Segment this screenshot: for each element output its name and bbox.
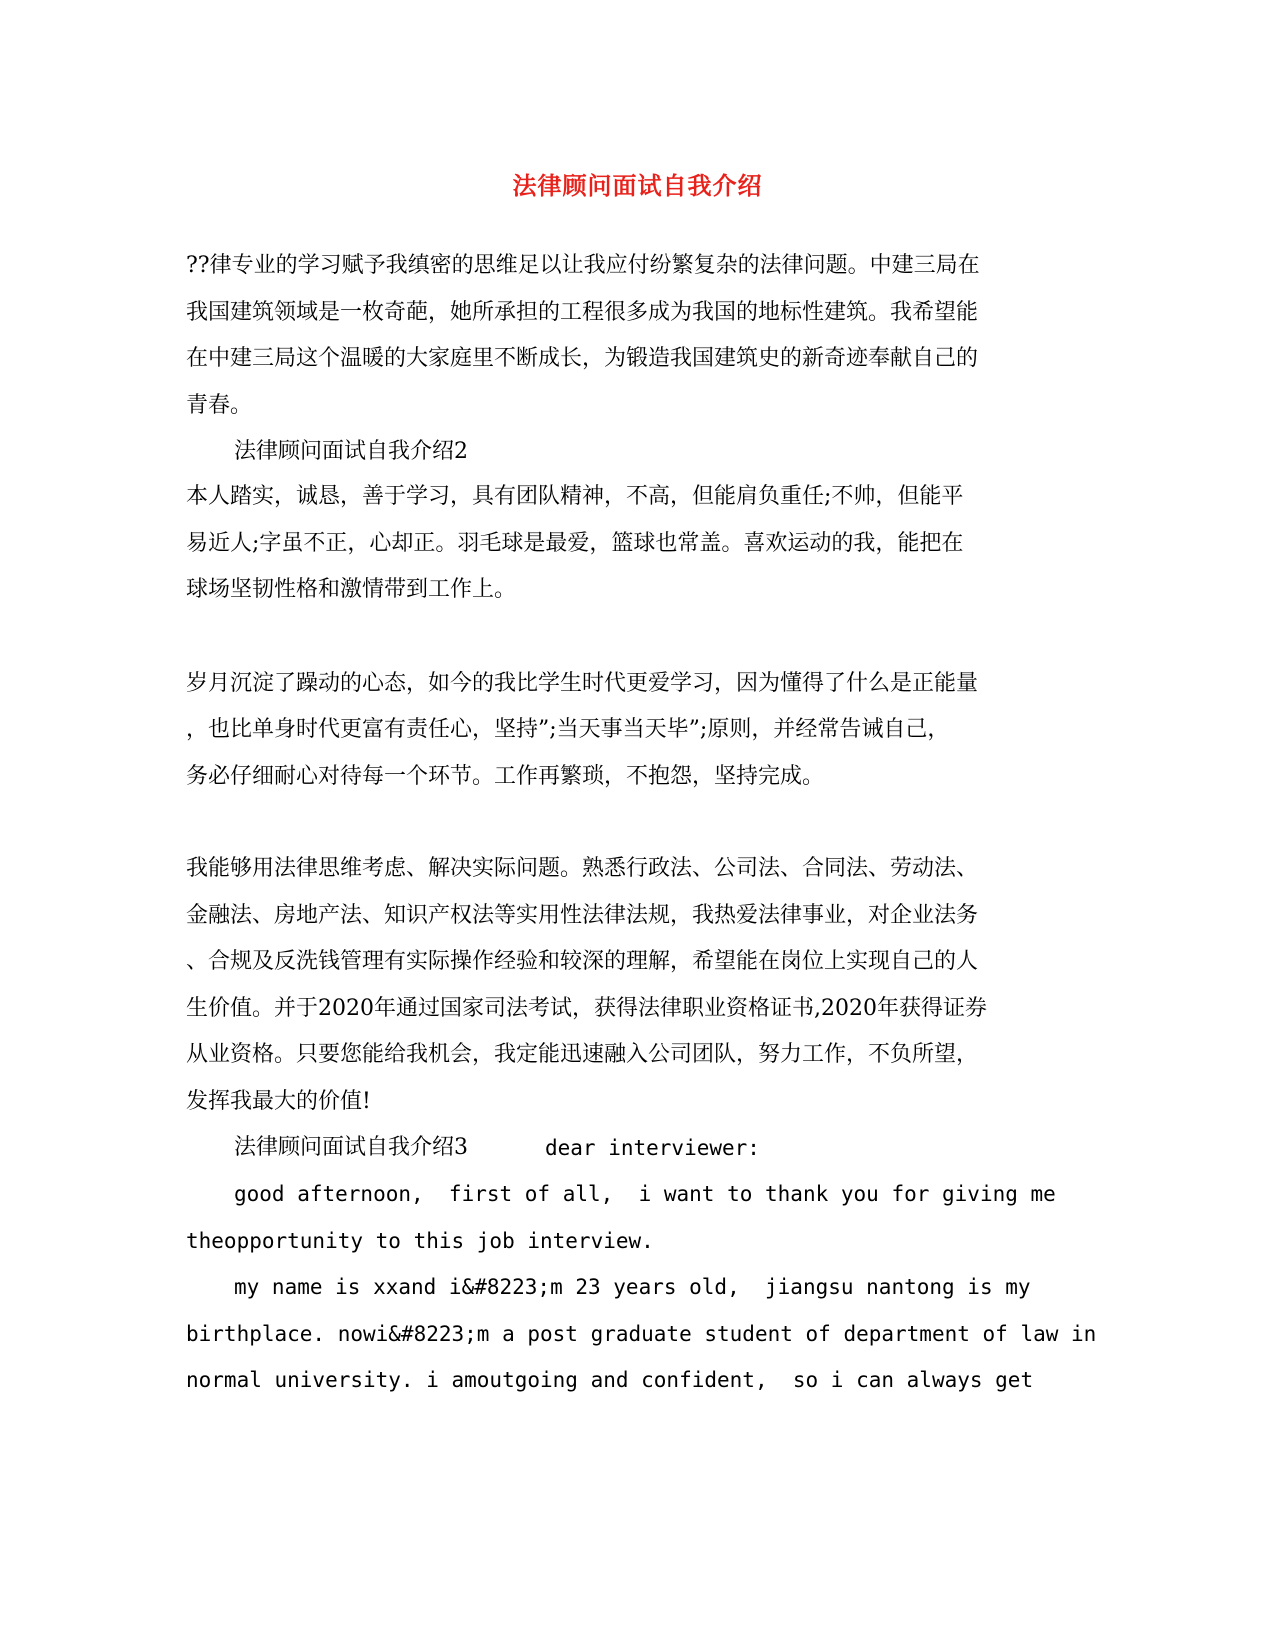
english-line: birthplace. nowi&#8223;m a post graduate student of department of law in <box>186 1322 1097 1346</box>
document-title: 法律顾问面试自我介绍 <box>512 171 763 200</box>
paragraph-line: 发挥我最大的价值! <box>186 1089 371 1114</box>
paragraph-line: 、合规及反洗钱管理有实际操作经验和较深的理解，希望能在岗位上实现自己的人 <box>186 949 979 974</box>
paragraph-line: 青春。 <box>186 393 253 418</box>
paragraph-line: 本人踏实，诚恳，善于学习，具有团队精神，不高，但能肩负重任;不帅，但能平 <box>186 484 964 509</box>
english-line: good afternoon, first of all, i want to thank you for giving me <box>234 1182 1056 1206</box>
english-line: theopportunity to this job interview. <box>186 1229 654 1253</box>
paragraph-line: 岁月沉淀了躁动的心态，如今的我比学生时代更爱学习，因为懂得了什么是正能量 <box>186 671 979 696</box>
paragraph-line: 我国建筑领域是一枚奇葩，她所承担的工程很多成为我国的地标性建筑。我希望能 <box>186 300 979 325</box>
paragraph-line: 我能够用法律思维考虑、解决实际问题。熟悉行政法、公司法、合同法、劳动法、 <box>186 856 979 881</box>
section-heading: 法律顾问面试自我介绍3 <box>234 1135 468 1160</box>
paragraph-line: 务必仔细耐心对待每一个环节。工作再繁琐，不抱怨，坚持完成。 <box>186 764 825 789</box>
paragraph-line: 易近人;字虽不正，心却正。羽毛球是最爱，篮球也常盖。喜欢运动的我，能把在 <box>186 531 964 556</box>
paragraph-line: ??律专业的学习赋予我缜密的思维足以让我应付纷繁复杂的法律问题。中建三局在 <box>186 253 980 278</box>
section-heading: 法律顾问面试自我介绍2 <box>234 439 468 464</box>
paragraph-line: ，也比单身时代更富有责任心，坚持”;当天事当天毕”;原则，并经常告诫自己， <box>186 717 950 742</box>
paragraph-line: 从业资格。只要您能给我机会，我定能迅速融入公司团队，努力工作，不负所望， <box>186 1042 979 1067</box>
english-line: my name is xxand i&#8223;m 23 years old, jiangsu nantong is my <box>234 1275 1031 1299</box>
english-line: normal university. i amoutgoing and confident, so i can always get <box>186 1368 1034 1392</box>
paragraph-line: 球场坚韧性格和激情带到工作上。 <box>186 577 517 602</box>
salutation: dear interviewer: <box>545 1136 760 1160</box>
paragraph-line: 生价值。并于2020年通过国家司法考试，获得法律职业资格证书,2020年获得证券 <box>186 996 987 1021</box>
paragraph-line: 在中建三局这个温暖的大家庭里不断成长，为锻造我国建筑史的新奇迹奉献自己的 <box>186 346 979 371</box>
paragraph-line: 金融法、房地产法、知识产权法等实用性法律法规，我热爱法律事业，对企业法务 <box>186 903 979 928</box>
